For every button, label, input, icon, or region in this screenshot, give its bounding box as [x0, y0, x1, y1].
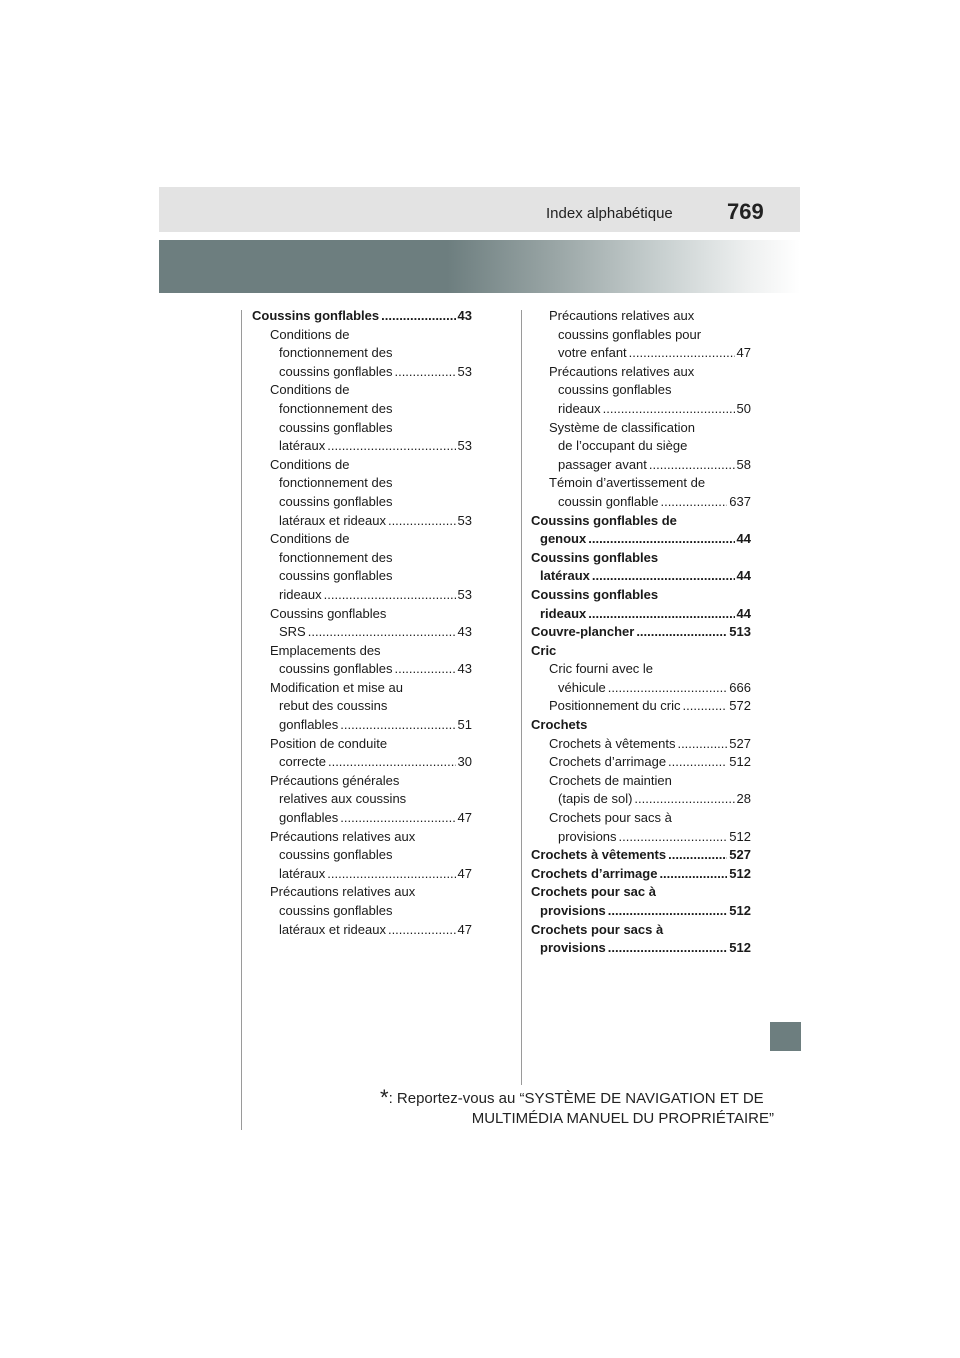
- entry-text-line: Précautions relatives aux: [549, 308, 695, 323]
- leader-dots: [588, 605, 734, 624]
- entry-text-line: genoux: [540, 531, 587, 547]
- page-reference: 53: [457, 438, 472, 454]
- entry-text-line: passager avant: [558, 456, 647, 472]
- index-subentry: [252, 642, 472, 679]
- page-reference: 58: [736, 456, 751, 472]
- leader-dots: [629, 344, 735, 363]
- leader-dots: [649, 456, 735, 475]
- page-reference: 512: [729, 754, 751, 770]
- leader-dots: [634, 790, 734, 809]
- leader-dots: [668, 846, 727, 865]
- index-subentry: [252, 883, 472, 939]
- index-column-left: [252, 307, 472, 939]
- column-divider: [521, 310, 522, 1085]
- entry-text-line: gonflables: [279, 810, 339, 826]
- entry-text-line: Conditions de: [270, 456, 350, 472]
- page-reference: 44: [736, 605, 751, 621]
- entry-text-line: Cric fourni avec le: [549, 661, 654, 677]
- entry-text-line: latéraux et rideaux: [279, 512, 386, 528]
- entry-text-line: rebut des coussins: [279, 698, 388, 714]
- entry-text-line: de l’occupant du siège: [558, 438, 688, 454]
- index-entry: [531, 883, 751, 920]
- index-entry: [531, 716, 751, 735]
- leader-dots: [388, 921, 456, 940]
- page-reference: 513: [729, 624, 751, 640]
- entry-text-line: Positionnement du cric: [549, 698, 681, 714]
- page-reference: 30: [457, 754, 472, 770]
- index-entry: [531, 623, 751, 642]
- page-reference: 44: [736, 531, 751, 547]
- entry-text-line: Crochets à vêtements: [549, 735, 676, 751]
- entry-text-line: coussins gonflables: [279, 363, 393, 379]
- leader-dots: [619, 828, 728, 847]
- entry-text-line: Conditions de: [270, 531, 350, 547]
- entry-text-line: Précautions relatives aux: [270, 828, 416, 844]
- page-reference: 43: [457, 308, 472, 323]
- leader-dots: [308, 623, 456, 642]
- entry-text-line: Précautions relatives aux: [270, 884, 416, 900]
- chapter-thumb-tab: [770, 1022, 801, 1051]
- page-reference: 512: [729, 828, 751, 844]
- entry-text-line: correcte: [279, 754, 326, 770]
- entry-text-line: coussin gonflable: [558, 493, 659, 509]
- entry-text-line: rideaux: [279, 586, 322, 602]
- index-subentry: [252, 456, 472, 530]
- index-entry: [252, 307, 472, 326]
- index-entry: [531, 846, 751, 865]
- entry-text-line: Crochets pour sac à: [531, 884, 656, 900]
- entry-text-line: coussins gonflables pour: [558, 326, 702, 342]
- page-reference: 512: [729, 865, 751, 881]
- footnote-line-1: [380, 1085, 774, 1110]
- entry-text-line: Crochets: [531, 717, 588, 733]
- page-reference: 572: [729, 698, 751, 714]
- section-title: Index alphabétique: [546, 205, 673, 222]
- leader-dots: [659, 865, 727, 884]
- leader-dots: [381, 307, 455, 326]
- index-subentry: [252, 772, 472, 828]
- footnote: [380, 1085, 774, 1129]
- entry-text-line: Coussins gonflables: [252, 308, 380, 323]
- entry-text-line: Crochets de maintien: [549, 772, 672, 788]
- index-subentry: [531, 660, 751, 697]
- index-subentry: [252, 679, 472, 735]
- entry-text-line: Position de conduite: [270, 735, 388, 751]
- leader-dots: [327, 437, 455, 456]
- entry-text-line: Modification et mise au: [270, 679, 403, 695]
- entry-text-line: Conditions de: [270, 382, 350, 398]
- leader-dots: [324, 586, 456, 605]
- entry-text-line: Crochets à vêtements: [531, 847, 667, 863]
- entry-text-line: Précautions relatives aux: [549, 363, 695, 379]
- entry-text-line: fonctionnement des: [279, 549, 393, 565]
- entry-text-line: coussins gonflables: [279, 661, 393, 677]
- leader-dots: [636, 623, 727, 642]
- entry-text-line: latéraux: [540, 568, 590, 584]
- index-subentry: [531, 772, 751, 809]
- entry-text-line: coussins gonflables: [279, 493, 393, 509]
- header-bar: [159, 187, 800, 232]
- index-subentry: [531, 697, 751, 716]
- page-reference: 28: [736, 791, 751, 807]
- leader-dots: [588, 530, 734, 549]
- entry-text-line: coussins gonflables: [279, 847, 393, 863]
- page-reference: 51: [457, 717, 472, 733]
- leader-dots: [394, 660, 455, 679]
- entry-text-line: Coussins gonflables: [270, 605, 387, 621]
- entry-text-line: rideaux: [558, 400, 601, 416]
- index-subentry: [252, 735, 472, 772]
- index-entry: [531, 549, 751, 586]
- leader-dots: [608, 679, 728, 698]
- entry-text-line: relatives aux coussins: [279, 791, 407, 807]
- index-subentry: [252, 381, 472, 455]
- entry-text-line: Conditions de: [270, 326, 350, 342]
- entry-text-line: gonflables: [279, 717, 339, 733]
- index-subentry: [252, 605, 472, 642]
- index-subentry: [531, 363, 751, 419]
- page-reference: 47: [457, 921, 472, 937]
- index-subentry: [252, 530, 472, 604]
- entry-text-line: Crochets d’arrimage: [531, 865, 658, 881]
- entry-text-line: Cric: [531, 642, 557, 658]
- leader-dots: [592, 567, 735, 586]
- entry-text-line: coussins gonflables: [279, 419, 393, 435]
- leader-dots: [340, 809, 455, 828]
- leader-dots: [327, 865, 455, 884]
- page-reference: 47: [457, 810, 472, 826]
- entry-text-line: rideaux: [540, 605, 587, 621]
- page-reference: 44: [736, 568, 751, 584]
- index-entry: [531, 512, 751, 549]
- entry-text-line: Coussins gonflables: [531, 549, 659, 565]
- page-reference: 666: [729, 679, 751, 695]
- leader-dots: [340, 716, 455, 735]
- footnote-marker: *: [380, 1085, 389, 1110]
- leader-dots: [668, 753, 727, 772]
- page-reference: 53: [457, 512, 472, 528]
- left-margin-rule: [241, 310, 242, 1130]
- page-reference: 637: [729, 493, 751, 509]
- entry-text-line: latéraux: [279, 438, 326, 454]
- page-reference: 527: [729, 735, 751, 751]
- page-reference: 47: [736, 345, 751, 361]
- entry-text-line: Coussins gonflables: [531, 586, 659, 602]
- page-reference: 512: [729, 940, 751, 956]
- entry-text-line: (tapis de sol): [558, 791, 633, 807]
- page-reference: 53: [457, 363, 472, 379]
- index-subentry: [531, 419, 751, 475]
- chapter-banner: [159, 240, 800, 293]
- leader-dots: [683, 697, 728, 716]
- page-reference: 47: [457, 865, 472, 881]
- entry-text-line: latéraux: [279, 865, 326, 881]
- entry-text-line: Précautions générales: [270, 772, 400, 788]
- entry-text-line: latéraux et rideaux: [279, 921, 386, 937]
- entry-text-line: coussins gonflables: [558, 382, 672, 398]
- page-reference: 50: [736, 400, 751, 416]
- entry-text-line: SRS: [279, 624, 306, 640]
- entry-text-line: fonctionnement des: [279, 475, 393, 491]
- leader-dots: [388, 512, 456, 531]
- entry-text-line: Coussins gonflables de: [531, 512, 677, 528]
- page-reference: 43: [457, 624, 472, 640]
- page-reference: 512: [729, 903, 751, 918]
- entry-text-line: Système de classification: [549, 419, 695, 435]
- entry-text-line: fonctionnement des: [279, 345, 393, 361]
- entry-text-line: provisions: [558, 828, 617, 844]
- leader-dots: [608, 902, 728, 921]
- entry-text-line: provisions: [540, 903, 606, 918]
- entry-text-line: véhicule: [558, 679, 606, 695]
- leader-dots: [660, 493, 727, 512]
- page-number: 769: [727, 199, 764, 224]
- entry-text-line: Crochets pour sacs à: [549, 810, 672, 826]
- entry-text-line: Couvre-plancher: [531, 624, 635, 640]
- page-reference: 527: [729, 847, 751, 863]
- page-reference: 43: [457, 661, 472, 677]
- entry-text-line: Crochets d’arrimage: [549, 754, 667, 770]
- footnote-text-1: : Reportez-vous au “SYSTÈME DE NAVIGATION ET DE: [388, 1090, 764, 1107]
- index-subentry: [531, 809, 751, 846]
- index-entry: [531, 586, 751, 623]
- leader-dots: [603, 400, 735, 419]
- entry-text-line: votre enfant: [558, 345, 627, 361]
- entry-text-line: fonctionnement des: [279, 400, 393, 416]
- entry-text-line: Témoin d’avertissement de: [549, 475, 706, 491]
- page-reference: 53: [457, 586, 472, 602]
- leader-dots: [608, 939, 728, 958]
- index-subentry: [252, 326, 472, 382]
- index-subentry: [531, 753, 751, 772]
- index-subentry: [531, 307, 751, 363]
- index-subentry: [531, 474, 751, 511]
- leader-dots: [328, 753, 456, 772]
- index-entry: [531, 642, 751, 661]
- leader-dots: [394, 363, 455, 382]
- index-subentry: [531, 735, 751, 754]
- entry-text-line: Crochets pour sacs à: [531, 921, 664, 937]
- index-column-right: [531, 307, 751, 958]
- entry-text-line: coussins gonflables: [279, 568, 393, 584]
- footnote-line-2: MULTIMÉDIA MANUEL DU PROPRIÉTAIRE”: [471, 1110, 774, 1127]
- index-entry: [531, 921, 751, 958]
- index-entry: [531, 865, 751, 884]
- entry-text-line: provisions: [540, 940, 606, 956]
- leader-dots: [677, 735, 727, 754]
- index-subentry: [252, 828, 472, 884]
- entry-text-line: coussins gonflables: [279, 903, 393, 918]
- entry-text-line: Emplacements des: [270, 642, 381, 658]
